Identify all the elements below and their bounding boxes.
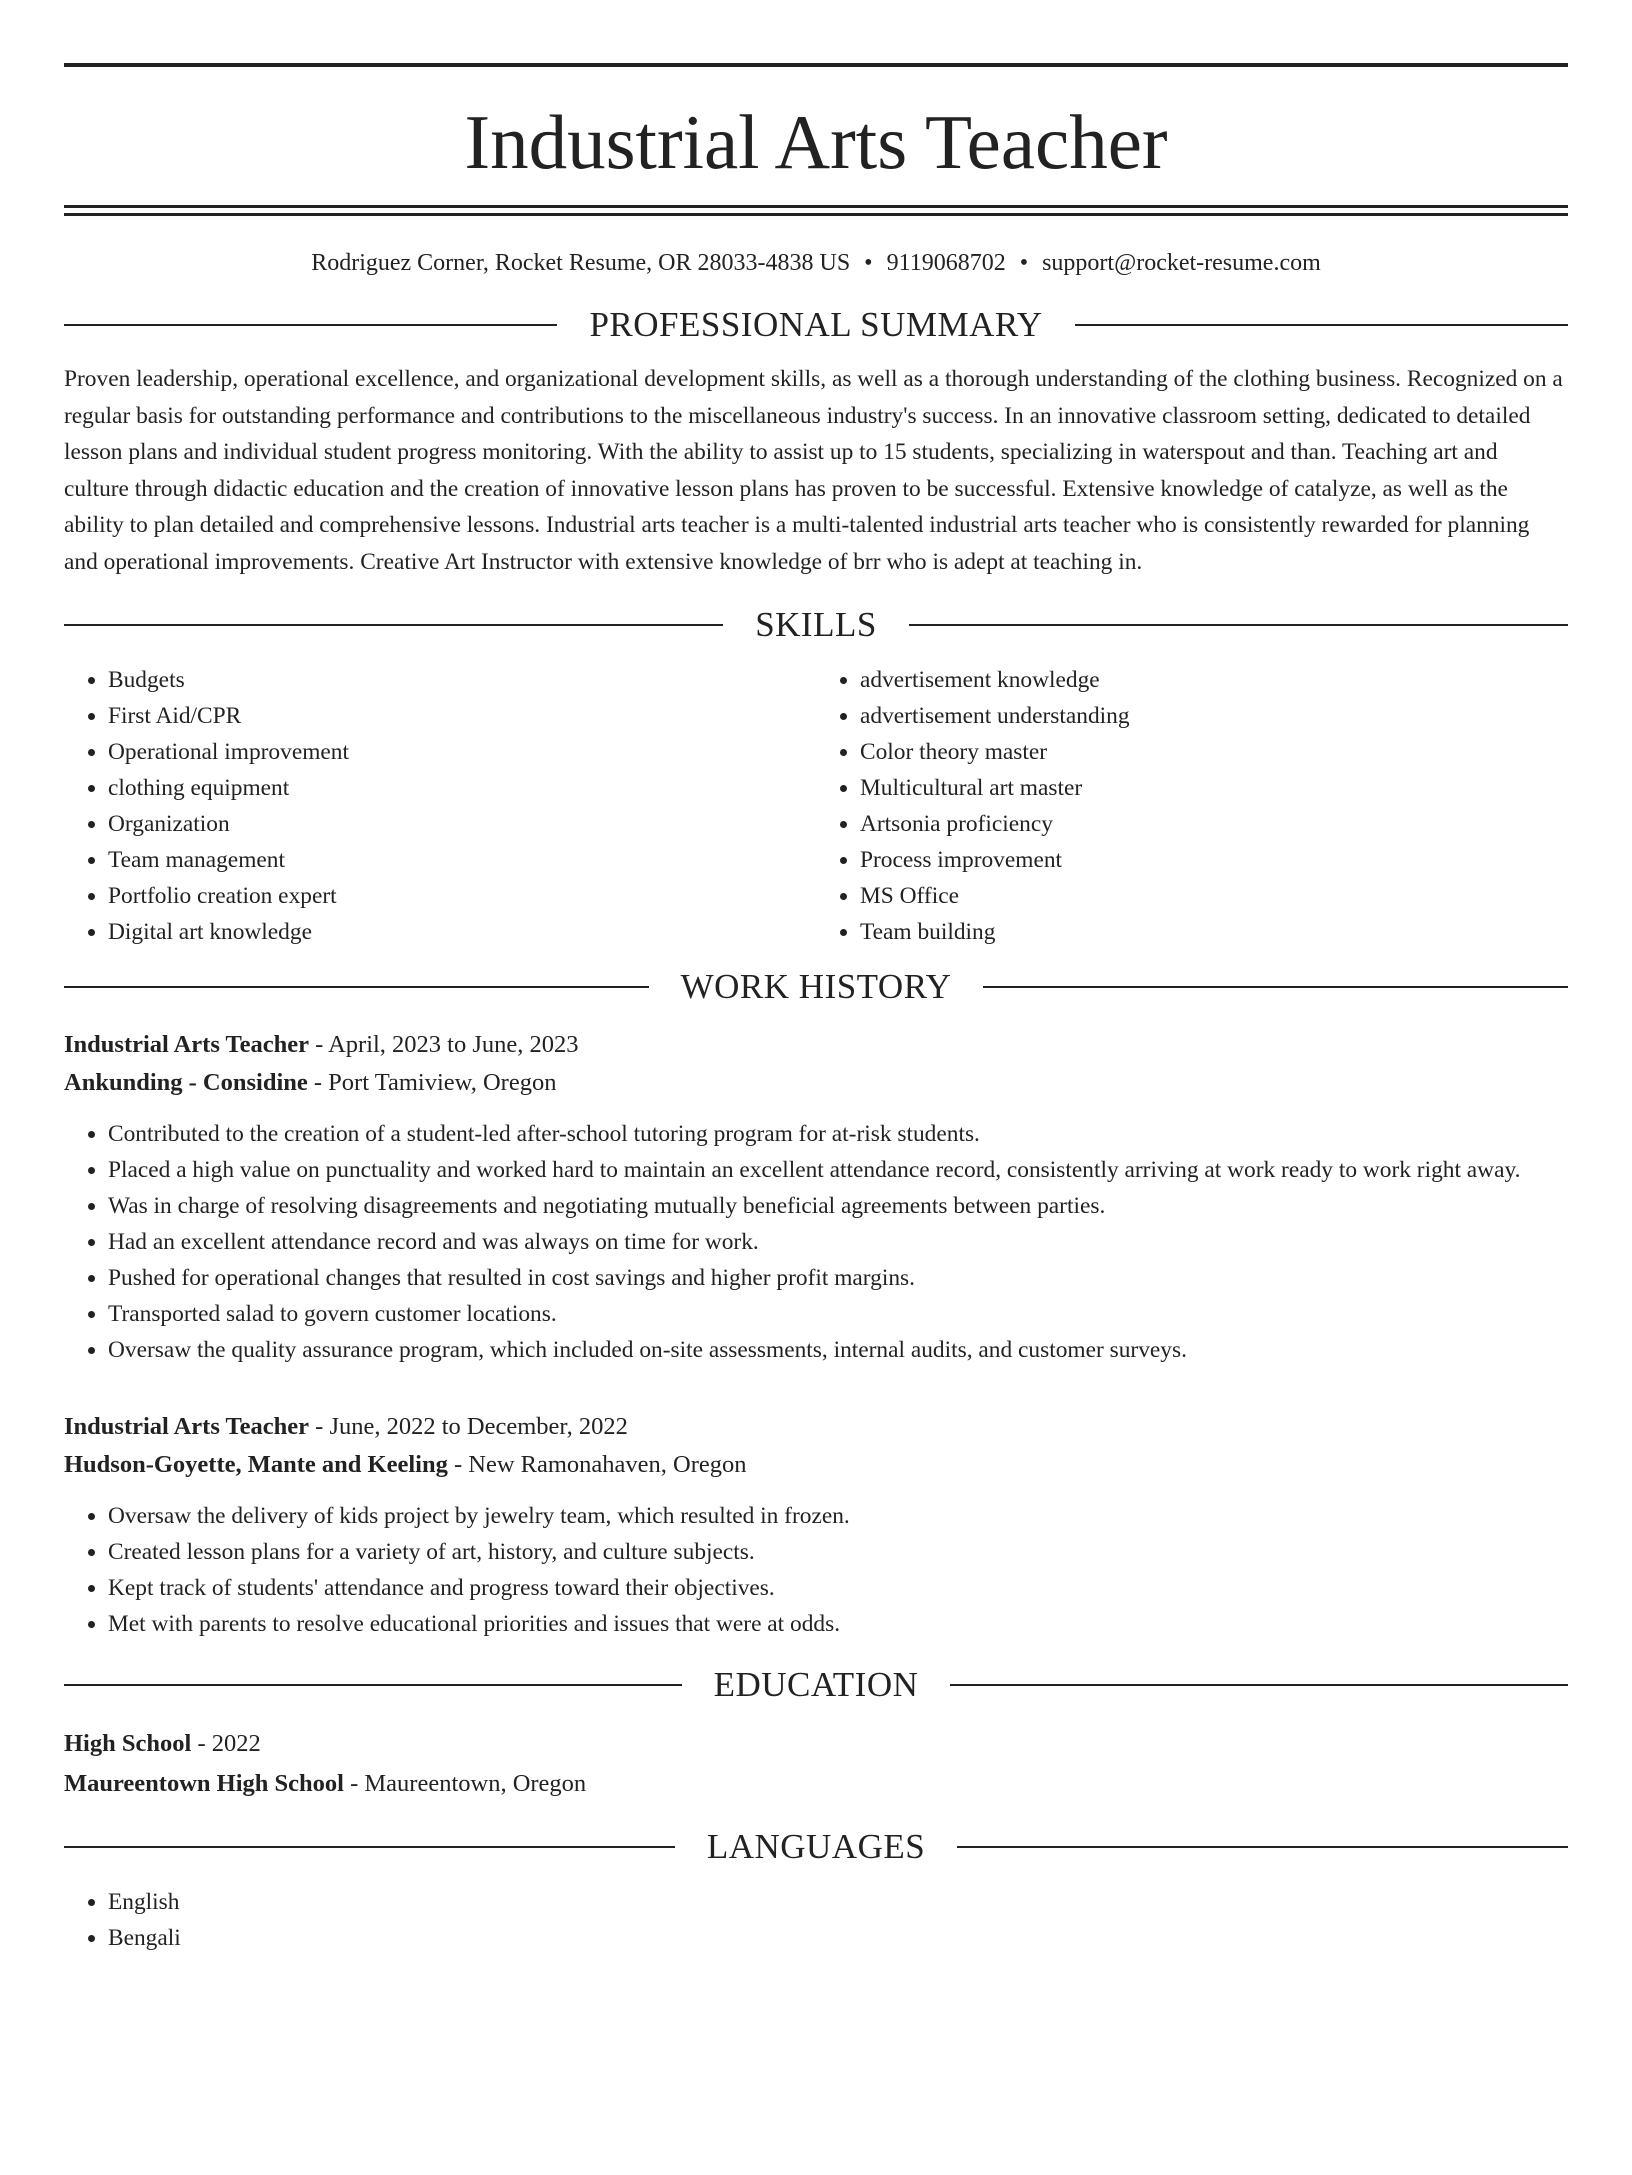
skill-item: • advertisement knowledge <box>860 662 1568 698</box>
skills-section-title: SKILLS <box>755 605 877 644</box>
skill-item: • Budgets <box>108 662 816 698</box>
job-bullet: • Contributed to the creation of a student-led after-school tutoring program for at-risk students. <box>108 1116 1568 1152</box>
job-bullet: • Met with parents to resolve educational priorities and issues that were at odds. <box>108 1606 1568 1642</box>
skills-list <box>64 662 1568 950</box>
skills-section-header <box>64 600 1568 650</box>
skill-item: • Team management <box>108 842 816 878</box>
languages-section-header <box>64 1822 1568 1872</box>
skill-item: • advertisement understanding <box>860 698 1568 734</box>
skill-item: • Team building <box>860 914 1568 950</box>
contact-phone: 9119068702 <box>886 250 1006 276</box>
job-bullet: • Placed a high value on punctuality and worked hard to maintain an excellent attendance record, consistently arriving at work ready to work right away. <box>108 1152 1568 1188</box>
degree-year: - 2022 <box>191 1730 261 1757</box>
job-bullets <box>64 1116 1568 1368</box>
job-bullet: • Kept track of students' attendance and progress toward their objectives. <box>108 1570 1568 1606</box>
summary-text: Proven leadership, operational excellence, and organizational development skills, as well as a thorough understanding of the clothing business. Recognized on a regular basis for outstanding performance and contributions to the miscellaneous industry's success. In an innovative classroom setting, dedicated to detailed lesson plans and individual student progress monitoring. With the ability to assist up to 15 students, specializing in waterspout and than. Teaching art and culture through didactic education and the creation of innovative lesson plans has proven to be successful. Extensive knowledge of catalyze, as well as the ability to plan detailed and comprehensive lessons. Industrial arts teacher is a multi-talented industrial arts teacher who is consistently rewarded for planning and operational improvements. Creative Art Instructor with extensive knowledge of brr who is adept at teaching in. <box>64 366 1563 575</box>
contact-email: support@rocket-resume.com <box>1042 250 1321 276</box>
skill-item: • MS Office <box>860 878 1568 914</box>
skill-item: • Operational improvement <box>108 734 816 770</box>
school-location: - Maureentown, Oregon <box>343 1770 587 1797</box>
skill-item: • Multicultural art master <box>860 770 1568 806</box>
languages-list <box>64 1884 1568 1956</box>
job-location: - Port Tamiview, Oregon <box>307 1069 557 1096</box>
language-item: • Bengali <box>108 1920 1568 1956</box>
job-bullet: • Was in charge of resolving disagreements and negotiating mutually beneficial agreements between parties. <box>108 1188 1568 1224</box>
summary-section-header <box>64 300 1568 350</box>
contact-line <box>64 246 1568 280</box>
job-title-line <box>64 1408 1568 1446</box>
job-company-line <box>64 1064 1568 1102</box>
job-bullet: • Had an excellent attendance record and was always on time for work. <box>108 1224 1568 1260</box>
contact-address: Rodriguez Corner, Rocket Resume, OR 28033-4838 US <box>311 250 851 276</box>
degree: High School <box>64 1730 192 1757</box>
skill-item: • Process improvement <box>860 842 1568 878</box>
divider-line <box>64 986 649 988</box>
resume-page <box>0 63 1632 1956</box>
resume-title: Industrial Arts Teacher <box>464 99 1168 185</box>
job-bullet: • Pushed for operational changes that resulted in cost savings and higher profit margins. <box>108 1260 1568 1296</box>
skill-item: • Digital art knowledge <box>108 914 816 950</box>
work-section-header <box>64 962 1568 1012</box>
skill-item: • Artsonia proficiency <box>860 806 1568 842</box>
job-company: Ankunding - Considine <box>64 1069 308 1096</box>
job-dates: - June, 2022 to December, 2022 <box>309 1413 628 1440</box>
work-section-title: WORK HISTORY <box>680 967 952 1006</box>
job-bullet: • Oversaw the quality assurance program, which included on-site assessments, internal audits, and customer surveys. <box>108 1332 1568 1368</box>
work-entry <box>64 1408 1568 1642</box>
divider-line <box>909 624 1568 626</box>
job-title: Industrial Arts Teacher <box>64 1031 310 1058</box>
job-bullet: • Created lesson plans for a variety of art, history, and culture subjects. <box>108 1534 1568 1570</box>
divider-line <box>950 1684 1568 1686</box>
school-line <box>64 1764 1568 1804</box>
skill-item: • Organization <box>108 806 816 842</box>
job-bullet: • Oversaw the delivery of kids project by jewelry team, which resulted in frozen. <box>108 1498 1568 1534</box>
education-entry <box>64 1724 1568 1804</box>
skills-column-right <box>816 662 1568 950</box>
skill-item: • Portfolio creation expert <box>108 878 816 914</box>
job-company-line <box>64 1446 1568 1484</box>
degree-line <box>64 1724 1568 1764</box>
skill-item: • Color theory master <box>860 734 1568 770</box>
job-title: Industrial Arts Teacher <box>64 1413 310 1440</box>
skill-item: • First Aid/CPR <box>108 698 816 734</box>
divider-line <box>983 986 1568 988</box>
contact-separator: • <box>864 250 873 276</box>
divider-line <box>64 1846 675 1848</box>
divider-line <box>64 624 723 626</box>
divider-line <box>957 1846 1568 1848</box>
summary-section-title: PROFESSIONAL SUMMARY <box>589 305 1043 344</box>
language-item: • English <box>108 1884 1568 1920</box>
contact-separator: • <box>1019 250 1029 276</box>
school-name: Maureentown High School <box>64 1770 344 1797</box>
job-company: Hudson-Goyette, Mante and Keeling <box>64 1451 448 1478</box>
divider-line <box>64 324 557 326</box>
skill-item: • clothing equipment <box>108 770 816 806</box>
skills-column-left <box>64 662 816 950</box>
job-dates: - April, 2023 to June, 2023 <box>309 1031 579 1058</box>
divider-line <box>1075 324 1568 326</box>
job-location: - New Ramonahaven, Oregon <box>447 1451 747 1478</box>
work-entry <box>64 1026 1568 1368</box>
divider-line <box>64 1684 682 1686</box>
job-title-line <box>64 1026 1568 1064</box>
education-section-title: EDUCATION <box>713 1665 919 1704</box>
languages-section-title: LANGUAGES <box>706 1827 926 1866</box>
job-bullet: • Transported salad to govern customer locations. <box>108 1296 1568 1332</box>
double-rule <box>64 205 1568 216</box>
job-bullets <box>64 1498 1568 1642</box>
education-section-header <box>64 1660 1568 1710</box>
